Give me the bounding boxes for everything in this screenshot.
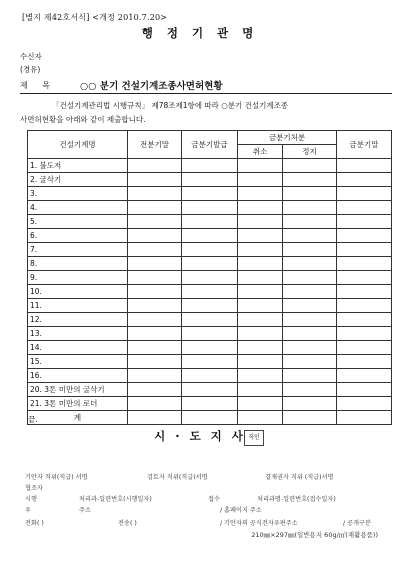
cell-suspend: [283, 215, 337, 229]
governor-title: 시 · 도 지 사: [154, 429, 246, 443]
header-disposal: 금분기처분: [238, 131, 337, 145]
cell-cancel: [238, 355, 283, 369]
cell-suspend: [283, 369, 337, 383]
cell-previous: [128, 369, 182, 383]
cell-suspend: [283, 243, 337, 257]
cell-issued: [182, 243, 238, 257]
cell-issued: [182, 397, 238, 411]
cell-current: [337, 187, 392, 201]
cell-previous: [128, 299, 182, 313]
table-row: [28, 411, 392, 425]
table-row: [28, 383, 392, 397]
cell-suspend: [283, 313, 337, 327]
cell-suspend: [283, 257, 337, 271]
cell-issued: [182, 201, 238, 215]
header-suspend: 정지: [283, 145, 337, 159]
table-row: [28, 369, 392, 383]
cell-previous: [128, 313, 182, 327]
via-label: (경유): [20, 65, 41, 74]
cell-current: [337, 229, 392, 243]
cell-suspend: [283, 285, 337, 299]
header-previous-quarter: 전분기말: [128, 131, 182, 159]
subject-divider: [20, 93, 392, 94]
cell-cancel: [238, 159, 283, 173]
cell-suspend: [283, 159, 337, 173]
cell-cancel: [238, 271, 283, 285]
cell-cancel: [238, 229, 283, 243]
row-label: 20. 3톤 미만의 굴삭기: [28, 383, 128, 397]
cell-cancel: [238, 243, 283, 257]
cell-issued: [182, 411, 238, 425]
cell-current: [337, 411, 392, 425]
footer-address: 주소: [79, 507, 91, 514]
body-line-2: 사면허현황을 아래와 같이 제출합니다.: [20, 115, 146, 124]
row-label: 9.: [28, 271, 128, 285]
cell-issued: [182, 341, 238, 355]
cell-cancel: [238, 327, 283, 341]
cell-cancel: [238, 215, 283, 229]
cell-current: [337, 173, 392, 187]
cell-cancel: [238, 369, 283, 383]
cell-previous: [128, 159, 182, 173]
cell-suspend: [283, 271, 337, 285]
cell-current: [337, 215, 392, 229]
cell-cancel: [238, 173, 283, 187]
footer-enforce-detail: 처리과-일련번호(시행일자): [79, 496, 152, 503]
cell-cancel: [238, 285, 283, 299]
cell-cancel: [238, 411, 283, 425]
cell-previous: [128, 327, 182, 341]
footer-approver: 결재권자 직위 (직급)서명: [265, 474, 334, 481]
row-label: 11.: [28, 299, 128, 313]
cell-issued: [182, 271, 238, 285]
cell-current: [337, 159, 392, 173]
official-seal: 직인: [244, 430, 264, 446]
organization-name: 행 정 기 관 명: [141, 26, 259, 40]
row-label: 5.: [28, 215, 128, 229]
header-cancel: 취소: [238, 145, 283, 159]
footer-homepage: / 홈페이지 주소: [220, 507, 262, 514]
header-issued: 금분기발급: [182, 131, 238, 159]
cell-suspend: [283, 201, 337, 215]
table-row: [28, 355, 392, 369]
table-row: [28, 299, 392, 313]
cell-previous: [128, 243, 182, 257]
cell-issued: [182, 257, 238, 271]
table-row: [28, 327, 392, 341]
cell-previous: [128, 411, 182, 425]
footer-enforce: 시행: [25, 496, 37, 503]
table-row: [28, 215, 392, 229]
cell-previous: [128, 271, 182, 285]
footer-drafter: 기안자 직위(직급) 서명: [25, 474, 88, 481]
table-row: [28, 201, 392, 215]
footer-fax: 전송( ): [118, 520, 137, 527]
cell-cancel: [238, 201, 283, 215]
row-label: 7.: [28, 243, 128, 257]
cell-current: [337, 201, 392, 215]
footer-reviewer: 검토자 직위(직급)서명: [147, 474, 208, 481]
cell-current: [337, 383, 392, 397]
cell-previous: [128, 201, 182, 215]
cell-suspend: [283, 411, 337, 425]
subject-line: [20, 79, 392, 92]
cell-current: [337, 369, 392, 383]
row-label: 6.: [28, 229, 128, 243]
footer-phone: 전화( ): [25, 520, 44, 527]
row-label: 3.: [28, 187, 128, 201]
cell-issued: [182, 159, 238, 173]
cell-cancel: [238, 341, 283, 355]
footer-cooperator: 협조자: [25, 485, 43, 492]
cell-current: [337, 243, 392, 257]
paper-size-note: 210㎜×297㎜(일반용지 60g/㎡(재활용품)): [251, 531, 378, 539]
table-row: [28, 243, 392, 257]
cell-issued: [182, 215, 238, 229]
row-label: 16.: [28, 369, 128, 383]
cell-issued: [182, 369, 238, 383]
body-line-1: 「건설기계관리법 시행규칙」 제78조제1항에 따라 ○분기 건설기계조종: [52, 101, 289, 110]
cell-previous: [128, 341, 182, 355]
cell-cancel: [238, 299, 283, 313]
cell-previous: [128, 355, 182, 369]
table-row: [28, 271, 392, 285]
table-row: [28, 341, 392, 355]
row-label: 10.: [28, 285, 128, 299]
cell-current: [337, 257, 392, 271]
closing-text: 끝.: [28, 415, 38, 424]
subject-title: ○○ 분기 건설기계조종사면허현황: [80, 81, 223, 92]
cell-cancel: [238, 257, 283, 271]
cell-previous: [128, 173, 182, 187]
table-row: [28, 187, 392, 201]
license-table: [27, 130, 392, 425]
row-label: 2. 굴삭기: [28, 173, 128, 187]
cell-current: [337, 313, 392, 327]
cell-cancel: [238, 383, 283, 397]
cell-current: [337, 271, 392, 285]
table-row: [28, 285, 392, 299]
cell-cancel: [238, 313, 283, 327]
header-machine-type: 건설기계명: [28, 131, 128, 159]
cell-issued: [182, 327, 238, 341]
cell-issued: [182, 229, 238, 243]
cell-issued: [182, 187, 238, 201]
recipient-label: 수신자: [20, 52, 42, 61]
subject-label: 제 목: [20, 81, 56, 90]
table-row: [28, 257, 392, 271]
footer-receive-detail: 처리과명-일련번호(접수일자): [257, 496, 336, 503]
cell-issued: [182, 355, 238, 369]
cell-suspend: [283, 173, 337, 187]
row-label: 14.: [28, 341, 128, 355]
row-label: 8.: [28, 257, 128, 271]
cell-suspend: [283, 341, 337, 355]
cell-issued: [182, 313, 238, 327]
footer-receive: 접수: [208, 496, 220, 503]
table-row: [28, 313, 392, 327]
table-row: [28, 229, 392, 243]
row-label: 1. 불도저: [28, 159, 128, 173]
cell-previous: [128, 187, 182, 201]
cell-previous: [128, 215, 182, 229]
cell-current: [337, 397, 392, 411]
cell-current: [337, 341, 392, 355]
form-id: [별지 제42호서식] <개정 2010.7.20>: [22, 13, 168, 22]
table-row: [28, 173, 392, 187]
cell-previous: [128, 257, 182, 271]
cell-issued: [182, 383, 238, 397]
cell-issued: [182, 299, 238, 313]
table-row: [28, 397, 392, 411]
cell-previous: [128, 383, 182, 397]
cell-suspend: [283, 327, 337, 341]
cell-issued: [182, 173, 238, 187]
cell-suspend: [283, 383, 337, 397]
cell-previous: [128, 285, 182, 299]
row-label: 15.: [28, 355, 128, 369]
footer-zip: 우: [25, 507, 31, 514]
table-row: [28, 159, 392, 173]
footer-disclosure: / 공개구분: [343, 520, 371, 527]
cell-previous: [128, 397, 182, 411]
body-text: [20, 99, 392, 127]
header-current-quarter: 금분기말: [337, 131, 392, 159]
cell-previous: [128, 229, 182, 243]
cell-issued: [182, 285, 238, 299]
cell-current: [337, 355, 392, 369]
row-label: 21. 3톤 미만의 로더: [28, 397, 128, 411]
cell-suspend: [283, 187, 337, 201]
row-label: 계: [28, 411, 128, 425]
cell-suspend: [283, 229, 337, 243]
cell-current: [337, 285, 392, 299]
cell-current: [337, 327, 392, 341]
cell-cancel: [238, 397, 283, 411]
cell-suspend: [283, 299, 337, 313]
row-label: 12.: [28, 313, 128, 327]
row-label: 13.: [28, 327, 128, 341]
cell-suspend: [283, 355, 337, 369]
cell-cancel: [238, 187, 283, 201]
cell-current: [337, 299, 392, 313]
row-label: 4.: [28, 201, 128, 215]
table-body: [28, 159, 392, 425]
footer-email: / 기안자의 공식전자우편주소: [220, 520, 298, 527]
cell-suspend: [283, 397, 337, 411]
